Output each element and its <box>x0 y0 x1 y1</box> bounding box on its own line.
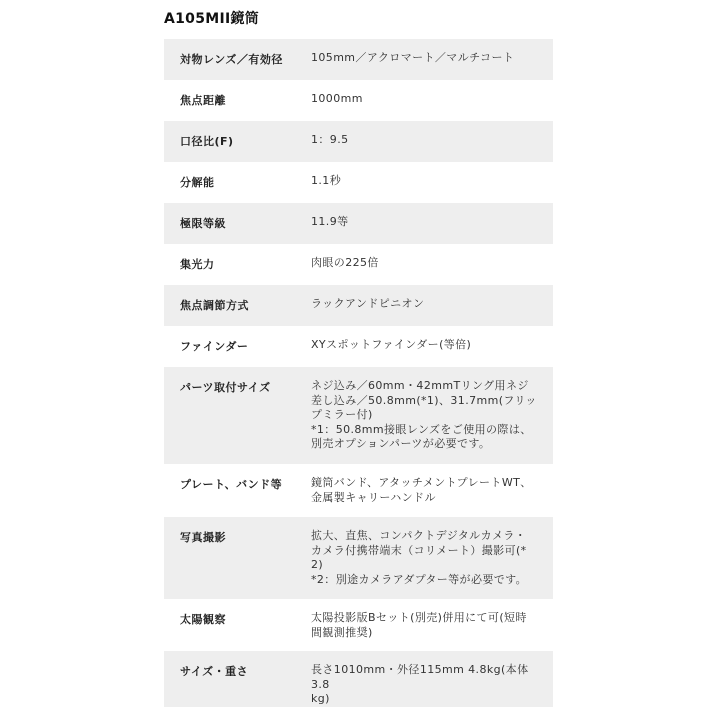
row-label: 写真撮影 <box>164 517 298 599</box>
table-row-objective-lens <box>164 39 553 80</box>
row-value: 11.9等 <box>298 203 553 244</box>
row-label: 極限等級 <box>164 203 298 244</box>
table-row-light-gathering <box>164 244 553 285</box>
row-label: 集光力 <box>164 244 298 285</box>
row-value: 長さ1010mm・外径115mm 4.8kg(本体3.8 kg) <box>298 651 553 707</box>
table-row-focal-length <box>164 80 553 121</box>
table-row-parts-size <box>164 367 553 464</box>
row-value: 太陽投影版Bセット(別売)併用にて可(短時 間観測推奨) <box>298 599 553 651</box>
row-label: 焦点調節方式 <box>164 285 298 326</box>
row-label: 対物レンズ／有効径 <box>164 39 298 80</box>
row-label: プレート、バンド等 <box>164 464 298 517</box>
row-value: XYスポットファインダー(等倍) <box>298 326 553 367</box>
row-value: 1000mm <box>298 80 553 121</box>
row-value: 1：9.5 <box>298 121 553 162</box>
row-value: 拡大、直焦、コンパクトデジタルカメラ・ カメラ付携帯端末（コリメート）撮影可(* 2) *2：別途カメラアダプター等が必要です。 <box>298 517 553 599</box>
table-row-plate-band <box>164 464 553 517</box>
page-title: A105MII鏡筒 <box>164 11 260 27</box>
row-value: 1.1秒 <box>298 162 553 203</box>
table-row-size-weight <box>164 651 553 707</box>
table-row-finder <box>164 326 553 367</box>
row-label: 焦点距離 <box>164 80 298 121</box>
table-row-solar-observation <box>164 599 553 651</box>
row-label: 口径比(F) <box>164 121 298 162</box>
row-label: ファインダー <box>164 326 298 367</box>
row-value: 肉眼の225倍 <box>298 244 553 285</box>
table-row-photography <box>164 517 553 599</box>
row-label: サイズ・重さ <box>164 651 298 707</box>
row-label: パーツ取付サイズ <box>164 367 298 464</box>
table-row-focal-ratio <box>164 121 553 162</box>
row-label: 太陽観察 <box>164 599 298 651</box>
table-row-resolution <box>164 162 553 203</box>
row-value: ラックアンドピニオン <box>298 285 553 326</box>
spec-table <box>164 39 553 707</box>
table-row-limiting-magnitude <box>164 203 553 244</box>
row-value: 鏡筒バンド、アタッチメントプレートWT、 金属製キャリーハンドル <box>298 464 553 517</box>
row-value: 105mm／アクロマート／マルチコート <box>298 39 553 80</box>
table-row-focusing <box>164 285 553 326</box>
row-value: ネジ込み／60mm・42mmTリング用ネジ 差し込み／50.8mm(*1)、31.7mm(フリッ プミラー付) *1：50.8mm接眼レンズをご使用の際は、 別売オプションパーツが必要です。 <box>298 367 553 464</box>
row-label: 分解能 <box>164 162 298 203</box>
